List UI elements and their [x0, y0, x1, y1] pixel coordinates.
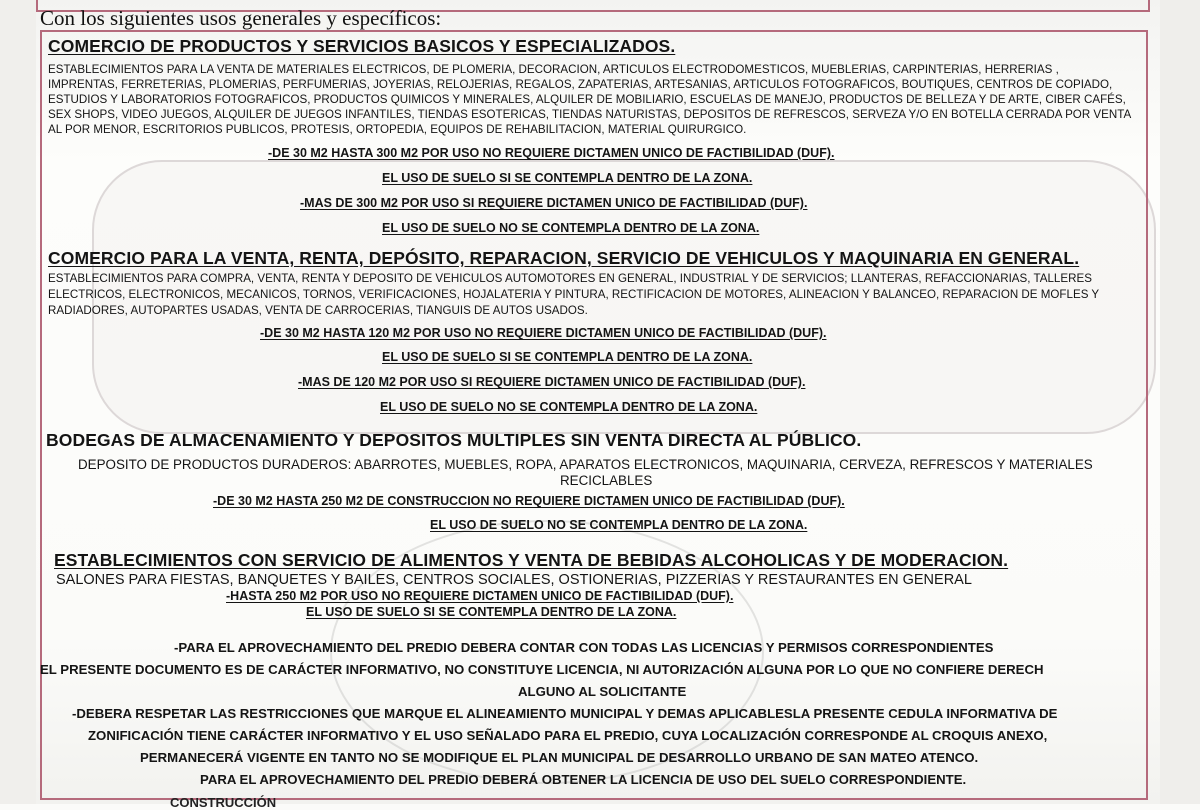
rule-line: -MAS DE 120 M2 POR USO SI REQUIERE DICTAMEN UNICO DE FACTIBILIDAD (DUF). [298, 375, 806, 389]
section-body-line: AL POR MENOR, ESCRITORIOS PUBLICOS, PROTESIS, ORTOPEDIA, EQUIPOS DE REHABILITACION, MATERIAL QUIRURGICO. [48, 123, 747, 136]
section-body-line: ELECTRICOS, ELECTRONICOS, MECANICOS, TORNOS, VERIFICACIONES, HOJALATERIA Y PINTURA, RECTIFICACION DE MOTORES, ALINEACION Y BALANCEO, REPARACION DE MOFLES Y [48, 288, 1100, 301]
rule-line: -HASTA 250 M2 POR USO NO REQUIERE DICTAMEN UNICO DE FACTIBILIDAD (DUF). [226, 589, 734, 603]
footer-line: PARA EL APROVECHAMIENTO DEL PREDIO DEBERÁ OBTENER LA LICENCIA DE USO DEL SUELO CORRESPONDIENTE. [200, 772, 967, 787]
section-body-line: ESTABLECIMIENTOS PARA COMPRA, VENTA, RENTA Y DEPOSITO DE VEHICULOS AUTOMOTORES EN GENERAL, INDUSTRIAL Y DE SERVICIOS; LLANTERAS, REFACCIONARIAS, TALLERES [48, 272, 1092, 285]
section-body-line: IMPRENTAS, FERRETERIAS, PLOMERIAS, PERFUMERIAS, JOYERIAS, RELOJERIAS, REGALOS, ZAPATERIAS, ARTESANIAS, ARTICULOS FOTOGRAFICOS, BOUTIQUES, CENTROS DE COPIADO, [48, 78, 1113, 91]
rule-line: -DE 30 M2 HASTA 300 M2 POR USO NO REQUIERE DICTAMEN UNICO DE FACTIBILIDAD (DUF). [268, 146, 835, 160]
section-body-line: RADIADORES, AUTOPARTES USADAS, VENTA DE CARROCERIAS, TIANGUIS DE AUTOS USADOS. [48, 304, 588, 317]
section-heading: COMERCIO DE PRODUCTOS Y SERVICIOS BASICOS Y ESPECIALIZADOS. [48, 36, 676, 56]
section-body-line: SALONES PARA FIESTAS, BANQUETES Y BAILES, CENTROS SOCIALES, OSTIONERIAS, PIZZERIAS Y RESTAURANTES EN GENERAL [56, 572, 972, 588]
rule-line: EL USO DE SUELO NO SE CONTEMPLA DENTRO DE LA ZONA. [380, 400, 758, 414]
right-margin [1160, 0, 1200, 804]
footer-line: EL PRESENTE DOCUMENTO ES DE CARÁCTER INFORMATIVO, NO CONSTITUYE LICENCIA, NI AUTORIZACIÓN ALGUNA POR LO QUE NO CONFIERE DERECH [40, 662, 1044, 677]
section-body-line: DEPOSITO DE PRODUCTOS DURADEROS: ABARROTES, MUEBLES, ROPA, APARATOS ELECTRONICOS, MAQUINARIA, CERVEZA, REFRESCOS Y MATERIALES [78, 457, 1093, 472]
section-body-line: ESTABLECIMIENTOS PARA LA VENTA DE MATERIALES ELECTRICOS, DE PLOMERIA, DECORACION, ARTICULOS ELECTRODOMESTICOS, MUEBLERIAS, CARPINTERIAS, HERRERIAS , [48, 63, 1059, 76]
rule-line: EL USO DE SUELO NO SE CONTEMPLA DENTRO DE LA ZONA. [430, 518, 808, 532]
rule-line: -DE 30 M2 HASTA 120 M2 POR USO NO REQUIERE DICTAMEN UNICO DE FACTIBILIDAD (DUF). [260, 326, 827, 340]
rule-line: EL USO DE SUELO NO SE CONTEMPLA DENTRO DE LA ZONA. [382, 221, 760, 235]
section-body-line: SEX SHOPS, VIDEO JUEGOS, ALQUILER DE JUEGOS INFANTILES, TIENDAS ESOTERICAS, TIENDAS NATURISTAS, DEPOSITOS DE REFRESCOS, SERVEZA Y/O EN BOTELLA CERRADA POR VENTA [48, 108, 1132, 121]
rule-line: EL USO DE SUELO SI SE CONTEMPLA DENTRO DE LA ZONA. [306, 605, 677, 619]
rule-line: EL USO DE SUELO SI SE CONTEMPLA DENTRO DE LA ZONA. [382, 350, 753, 364]
section-heading: COMERCIO PARA LA VENTA, RENTA, DEPÓSITO, REPARACION, SERVICIO DE VEHICULOS Y MAQUINARIA EN GENERAL. [48, 248, 1080, 268]
section-body-line: ESTUDIOS Y LABORATORIOS FOTOGRAFICOS, PRODUCTOS QUIMICOS Y MINERALES, ALQUILER DE MOBILIARIO, ESCUELAS DE MANEJO, PRODUCTOS DE BELLEZA Y DE ARTE, CIBER CAFÉS, [48, 93, 1126, 106]
bottom-partial-text: CONSTRUCCIÓN [170, 795, 277, 810]
footer-line: ZONIFICACIÓN TIENE CARÁCTER INFORMATIVO Y EL USO SEÑALADO PARA EL PREDIO, CUYA LOCALIZACIÓN CORRESPONDE AL CROQUIS ANEXO, [88, 728, 1048, 743]
section-heading: BODEGAS DE ALMACENAMIENTO Y DEPOSITOS MULTIPLES SIN VENTA DIRECTA AL PÚBLICO. [46, 430, 862, 450]
footer-line: -PARA EL APROVECHAMIENTO DEL PREDIO DEBERA CONTAR CON TODAS LAS LICENCIAS Y PERMISOS CORRESPONDIENTES [174, 640, 994, 655]
rule-line: -MAS DE 300 M2 POR USO SI REQUIERE DICTAMEN UNICO DE FACTIBILIDAD (DUF). [300, 196, 808, 210]
intro-text: Con los siguientes usos generales y específicos: [40, 6, 442, 30]
rule-line: EL USO DE SUELO SI SE CONTEMPLA DENTRO DE LA ZONA. [382, 171, 753, 185]
footer-line: ALGUNO AL SOLICITANTE [518, 684, 687, 699]
section-body-line: RECICLABLES [560, 473, 653, 488]
left-margin [0, 0, 36, 804]
footer-line: PERMANECERÁ VIGENTE EN TANTO NO SE MODIFIQUE EL PLAN MUNICIPAL DE DESARROLLO URBANO DE SAN MATEO ATENCO. [140, 750, 979, 765]
footer-line: -DEBERA RESPETAR LAS RESTRICCIONES QUE MARQUE EL ALINEAMIENTO MUNICIPAL Y DEMAS APLICABLESLA PRESENTE CEDULA INFORMATIVA DE [72, 706, 1058, 721]
rule-line: -DE 30 M2 HASTA 250 M2 DE CONSTRUCCION NO REQUIERE DICTAMEN UNICO DE FACTIBILIDAD (DUF). [213, 494, 845, 508]
section-heading: ESTABLECIMIENTOS CON SERVICIO DE ALIMENTOS Y VENTA DE BEBIDAS ALCOHOLICAS Y DE MODERACION. [54, 550, 1009, 570]
